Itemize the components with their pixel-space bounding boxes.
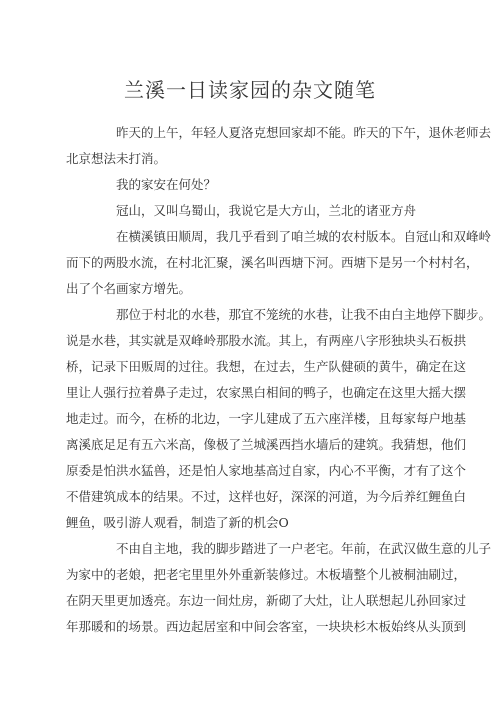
text-line: 桥，记录下田贩周的过往。我想，在过去，生产队健硕的黄牛，确定在这 bbox=[66, 359, 467, 374]
text-line: 离溪底足足有五六米高，像极了兰城溪西挡水墙后的建筑。我猜想，他们 bbox=[66, 437, 467, 452]
paragraph-3 bbox=[91, 198, 419, 224]
text-line: 我的家安在何处？ bbox=[116, 177, 217, 192]
paragraph-6 bbox=[66, 536, 492, 640]
paragraph-1 bbox=[66, 120, 492, 172]
text-line: 不由自主地，我的脚步踏进了一户老宅。年前，在武汉做生意的儿子 bbox=[116, 541, 492, 556]
text-line: 北京想法未打消。 bbox=[66, 151, 167, 166]
text-line: 里让人强行拉着鼻子走过，农家黑白相间的鸭子，也确定在这里大摇大摆 bbox=[66, 385, 467, 400]
text-line: 那位于村北的水巷，那宜不笼统的水巷，让我不由白主地停下脚步。 bbox=[116, 307, 492, 322]
text-line: 年那暖和的场景。西边起居室和中间会客室，一块块杉木板始终从头顶到 bbox=[66, 619, 467, 634]
paragraph-5 bbox=[66, 302, 492, 536]
text-line: 地走过。而今，在桥的北边，一字儿建成了五六座洋楼，且每家每户地基 bbox=[66, 411, 467, 426]
text-line: 为家中的老娘，把老宅里里外外重新装修过。木板墙整个儿被桐油刷过， bbox=[66, 567, 467, 582]
text-line: 昨天的上午，年轻人夏洛克想回家却不能。昨天的下午，退休老师去 bbox=[116, 125, 492, 140]
text-line: 而下的两股水流，在村北汇聚，溪名叫西塘下河。西塘下是另一个村村名， bbox=[66, 255, 479, 270]
text-line: 鲤鱼，吸引游人观看，制造了新的机会O bbox=[66, 515, 289, 530]
paragraph-4 bbox=[66, 224, 492, 302]
text-line: 原委是怕洪水猛兽，还是怕人家地基高过自家，内心不平衡，才有了这个 bbox=[66, 463, 467, 478]
text-line: 出了个名画家方增先。 bbox=[66, 281, 192, 296]
paragraph-2 bbox=[91, 172, 419, 198]
text-line: 在横溪镇田顺周，我几乎看到了咱兰城的农村版本。自冠山和双峰岭 bbox=[116, 229, 492, 244]
text-line: 说是水巷，其实就是双峰岭那股水流。其上，有两座八字形独块头石板拱 bbox=[66, 333, 467, 348]
document-body bbox=[66, 120, 492, 640]
document-title: 兰溪一日读家园的杂文随笔 bbox=[124, 78, 376, 102]
text-line: 冠山，又叫乌蜀山，我说它是大方山，兰北的诸亚方舟 bbox=[116, 203, 417, 218]
text-line: 在阴天里更加透亮。东边一间灶房，新砌了大灶，让人联想起儿孙回家过 bbox=[66, 593, 467, 608]
text-line: 不借建筑成本的结果。不过，这样也好，深深的河道，为今后养红鲤鱼白 bbox=[66, 489, 467, 504]
